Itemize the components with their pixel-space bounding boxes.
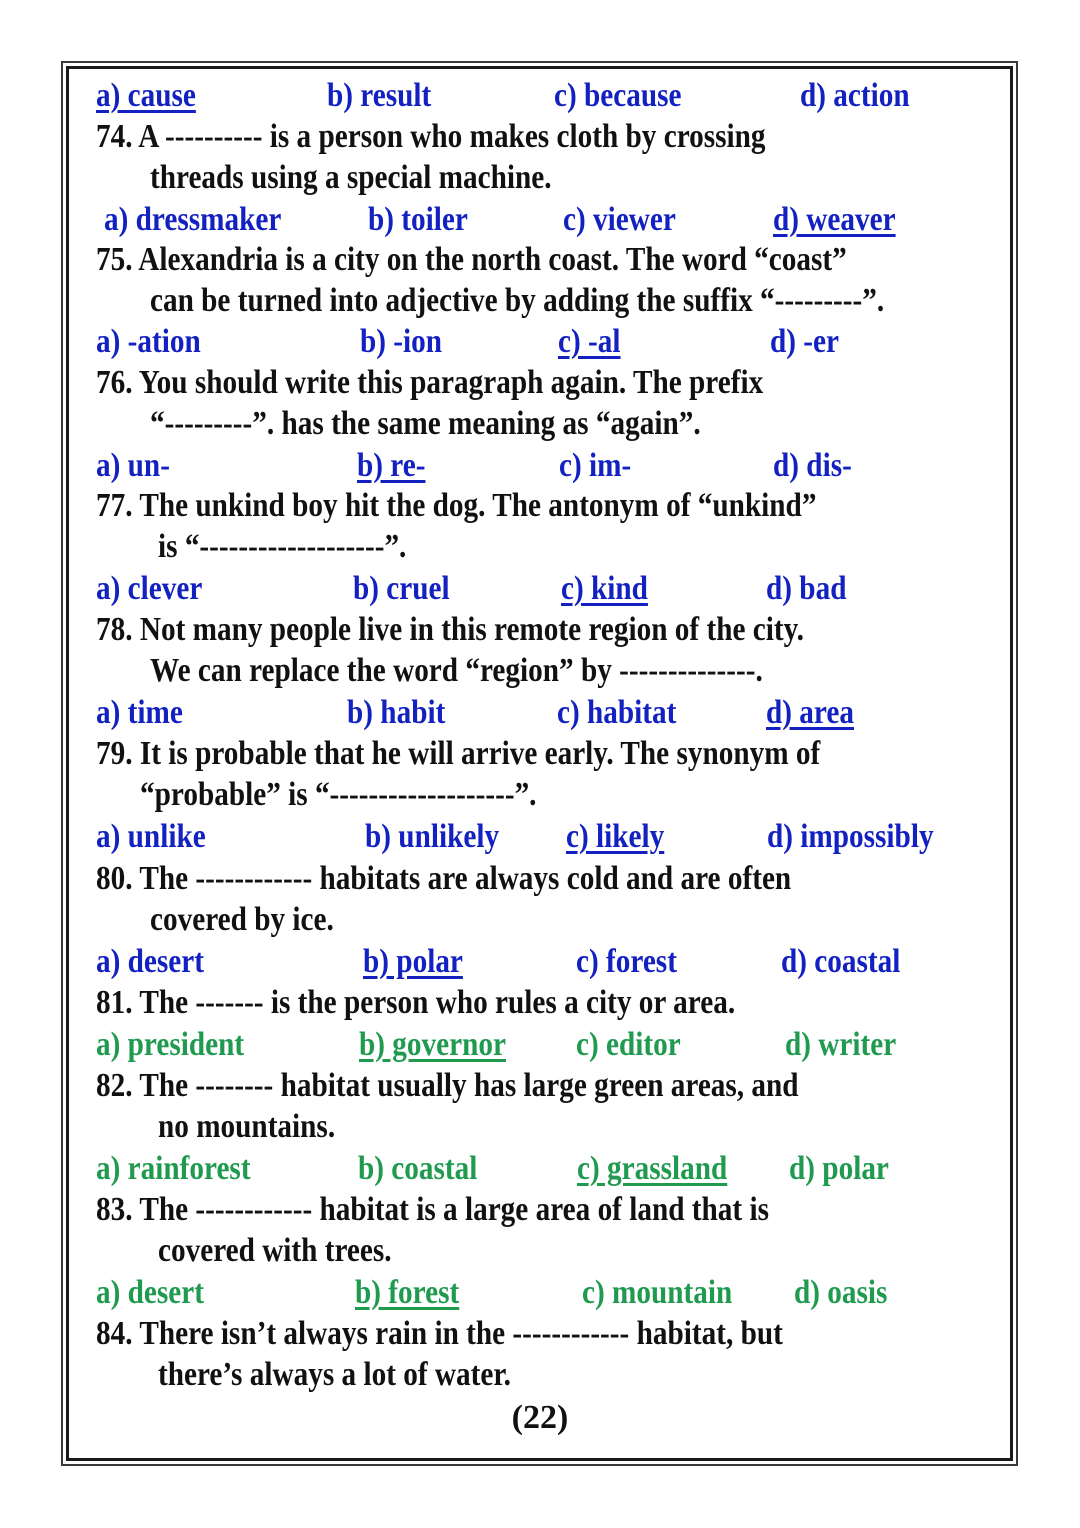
option-d[interactable]: d) bad <box>766 570 847 607</box>
question-text-cont: covered by ice. <box>150 901 334 938</box>
option-a[interactable]: a) president <box>96 1026 245 1063</box>
question-text-cont: no mountains. <box>158 1108 336 1145</box>
question-text: 81. The ------- is the person who rules a city or area. <box>96 984 736 1021</box>
option-b[interactable]: b) toiler <box>368 201 468 238</box>
question-text: 77. The unkind boy hit the dog. The antonym of “unkind” <box>96 487 817 524</box>
option-d[interactable]: d) writer <box>785 1026 897 1063</box>
option-d[interactable]: d) coastal <box>781 943 901 980</box>
option-b[interactable]: b) polar <box>363 943 463 980</box>
option-c[interactable]: c) editor <box>576 1026 681 1063</box>
option-a[interactable]: a) dressmaker <box>104 201 282 238</box>
question-text-cont: is “-------------------”. <box>158 528 407 565</box>
question-text-cont: “probable” is “-------------------”. <box>140 776 537 813</box>
question-text-cont: can be turned into adjective by adding the suffix “---------”. <box>150 282 885 319</box>
option-d[interactable]: d) weaver <box>773 201 896 238</box>
option-b[interactable]: b) cruel <box>353 570 450 607</box>
option-c[interactable]: c) grassland <box>577 1150 728 1187</box>
option-b[interactable]: b) coastal <box>358 1150 478 1187</box>
option-b[interactable]: b) re- <box>357 447 426 484</box>
option-b[interactable]: b) forest <box>355 1274 460 1311</box>
page-number: (22) <box>511 1399 569 1436</box>
option-a[interactable]: a) desert <box>96 1274 204 1311</box>
option-c[interactable]: c) im- <box>559 447 632 484</box>
question-text: 83. The ------------ habitat is a large area of land that is <box>96 1191 769 1228</box>
question-text: 76. You should write this paragraph again. The prefix <box>96 364 764 401</box>
option-b[interactable]: b) unlikely <box>365 818 500 855</box>
question-text-cont: there’s always a lot of water. <box>158 1356 511 1393</box>
option-a[interactable]: a) unlike <box>96 818 206 855</box>
question-text-cont: covered with trees. <box>158 1232 392 1269</box>
option-d[interactable]: d) dis- <box>773 447 852 484</box>
option-a[interactable]: a) cause <box>96 77 196 114</box>
option-c[interactable]: c) -al <box>558 323 621 360</box>
option-c[interactable]: c) mountain <box>582 1274 733 1311</box>
question-text-cont: “---------”. has the same meaning as “again”. <box>150 405 701 442</box>
option-b[interactable]: b) -ion <box>360 323 443 360</box>
option-c[interactable]: c) kind <box>561 570 648 607</box>
option-c[interactable]: c) forest <box>576 943 677 980</box>
option-c[interactable]: c) viewer <box>563 201 676 238</box>
option-b[interactable]: b) governor <box>359 1026 506 1063</box>
option-a[interactable]: a) rainforest <box>96 1150 251 1187</box>
option-d[interactable]: d) oasis <box>794 1274 888 1311</box>
option-c[interactable]: c) likely <box>566 818 665 855</box>
option-a[interactable]: a) desert <box>96 943 204 980</box>
question-text: 78. Not many people live in this remote region of the city. <box>96 611 804 648</box>
option-a[interactable]: a) un- <box>96 447 170 484</box>
option-a[interactable]: a) -ation <box>96 323 201 360</box>
option-d[interactable]: d) area <box>766 694 854 731</box>
option-d[interactable]: d) action <box>800 77 910 114</box>
option-c[interactable]: c) because <box>554 77 682 114</box>
option-b[interactable]: b) result <box>327 77 432 114</box>
option-d[interactable]: d) -er <box>770 323 840 360</box>
option-d[interactable]: d) polar <box>789 1150 889 1187</box>
option-a[interactable]: a) clever <box>96 570 203 607</box>
question-text: 80. The ------------ habitats are always cold and are often <box>96 860 792 897</box>
question-text: 79. It is probable that he will arrive early. The synonym of <box>96 735 821 772</box>
question-text: 84. There isn’t always rain in the ------------ habitat, but <box>96 1315 783 1352</box>
question-text-cont: We can replace the word “region” by --------------. <box>150 652 763 689</box>
question-text: 74. A ---------- is a person who makes cloth by crossing <box>96 118 766 155</box>
question-text: 82. The -------- habitat usually has large green areas, and <box>96 1067 799 1104</box>
option-d[interactable]: d) impossibly <box>767 818 934 855</box>
question-text-cont: threads using a special machine. <box>150 159 552 196</box>
option-b[interactable]: b) habit <box>347 694 446 731</box>
option-c[interactable]: c) habitat <box>557 694 677 731</box>
question-text: 75. Alexandria is a city on the north coast. The word “coast” <box>96 241 847 278</box>
option-a[interactable]: a) time <box>96 694 183 731</box>
